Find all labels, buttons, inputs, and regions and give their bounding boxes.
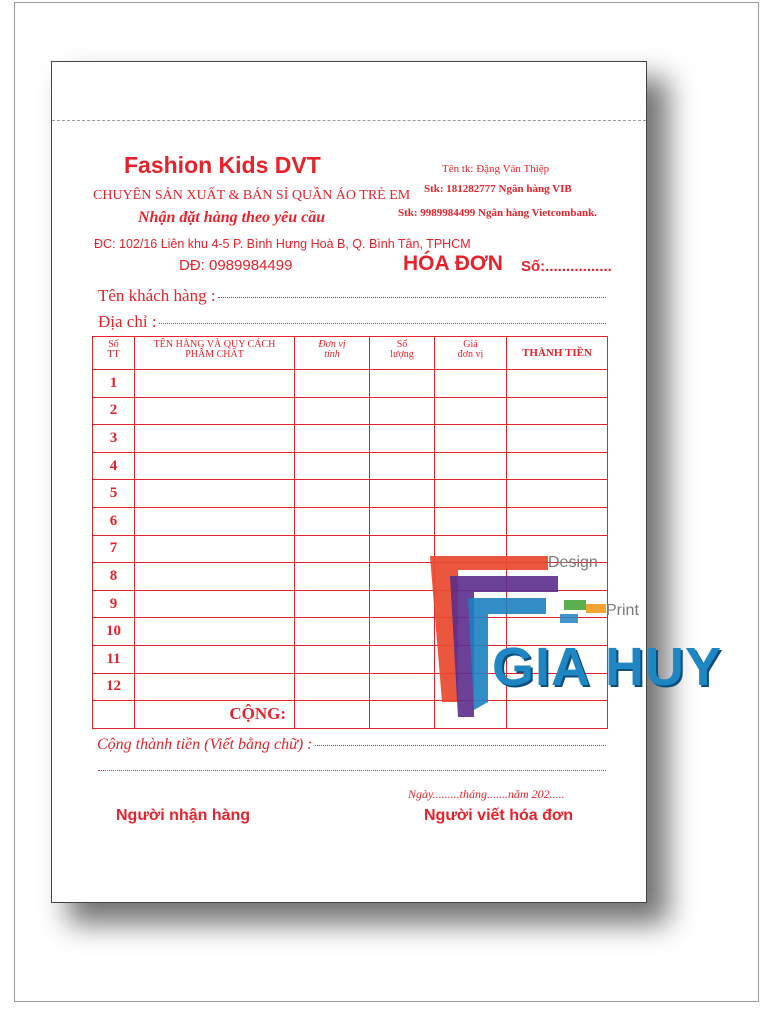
account-name: Tên tk: Đặng Văn Thiệp: [442, 163, 550, 175]
table-cell: [370, 507, 435, 535]
table-row: [93, 370, 608, 398]
table-cell: [295, 480, 370, 508]
row-number: 7: [93, 535, 135, 563]
col-header-unit-price: Giá đơn vị: [435, 337, 507, 370]
table-cell: [135, 425, 295, 453]
table-cell: [370, 452, 435, 480]
col-header-quantity: Số lượng: [370, 337, 435, 370]
table-cell: [295, 590, 370, 618]
table-cell: [295, 397, 370, 425]
table-cell: [135, 397, 295, 425]
row-number: 12: [93, 673, 135, 701]
table-cell: [435, 397, 507, 425]
invoice-number: Số:................: [521, 258, 612, 275]
table-cell: [135, 645, 295, 673]
brand-name: Fashion Kids DVT: [124, 152, 321, 178]
col-header-unit: Đơn vị tính: [295, 337, 370, 370]
table-cell: [135, 535, 295, 563]
row-number: 11: [93, 645, 135, 673]
table-cell: [295, 425, 370, 453]
table-cell: [295, 618, 370, 646]
tagline: CHUYÊN SẢN XUẤT & BÁN SỈ QUẦN ÁO TRẺ EM: [93, 188, 411, 203]
watermark-print: Print: [606, 602, 639, 619]
row-number: 2: [93, 397, 135, 425]
row-number: 8: [93, 563, 135, 591]
table-cell: [135, 673, 295, 701]
table-cell: [435, 425, 507, 453]
row-number: 4: [93, 452, 135, 480]
perforation-line: [52, 120, 646, 121]
shop-phone: DĐ: 0989984499: [179, 257, 293, 274]
table-cell: [135, 370, 295, 398]
customer-address-label: Địa chỉ :: [98, 312, 157, 331]
row-number: 9: [93, 590, 135, 618]
customer-name-field: [98, 286, 606, 306]
table-cell: [435, 480, 507, 508]
table-cell: [370, 425, 435, 453]
table-row: [93, 452, 608, 480]
row-number: 1: [93, 370, 135, 398]
table-cell: [507, 425, 608, 453]
customer-name-label: Tên khách hàng :: [98, 286, 216, 305]
col-header-total: THÀNH TIỀN: [507, 337, 608, 370]
table-row: [93, 480, 608, 508]
table-cell: [370, 397, 435, 425]
watermark-design: Design: [548, 554, 598, 571]
table-cell: [435, 452, 507, 480]
table-cell: [295, 563, 370, 591]
shop-address: ĐC: 102/16 Liên khu 4-5 P. Bình Hưng Hoà B, Q. Bình Tân, TPHCM: [94, 237, 471, 251]
table-header-row: [93, 337, 608, 370]
table-cell: [295, 452, 370, 480]
table-row: [93, 397, 608, 425]
table-cell: [295, 535, 370, 563]
sum-label: CỘNG:: [135, 701, 295, 729]
bank-account-vietcombank: Stk: 9989984499 Ngân hàng Vietcombank.: [398, 207, 597, 219]
watermark-name: GIA HUY: [492, 637, 723, 697]
col-header-stt: Số TT: [93, 337, 135, 370]
row-number: 5: [93, 480, 135, 508]
table-cell: [507, 507, 608, 535]
table-cell: [295, 370, 370, 398]
table-cell: [370, 370, 435, 398]
table-cell: [370, 618, 435, 646]
table-cell: [435, 507, 507, 535]
table-cell: [135, 563, 295, 591]
table-row: [93, 507, 608, 535]
table-cell: [507, 397, 608, 425]
table-cell: [370, 480, 435, 508]
invoice-title: HÓA ĐƠN: [403, 252, 503, 275]
table-cell: [135, 452, 295, 480]
table-cell: [135, 618, 295, 646]
table-cell: [507, 452, 608, 480]
table-cell: [135, 480, 295, 508]
customer-address-blank: [159, 322, 606, 324]
row-number: 10: [93, 618, 135, 646]
customer-address-field: [98, 312, 606, 332]
table-cell: [295, 507, 370, 535]
table-cell: [295, 645, 370, 673]
table-cell: [370, 590, 435, 618]
table-cell: [507, 370, 608, 398]
table-cell: [370, 563, 435, 591]
table-cell: [295, 673, 370, 701]
amount-in-words-field: [97, 736, 606, 754]
table-cell: [370, 535, 435, 563]
customer-name-blank: [218, 296, 606, 298]
date-line: Ngày.........tháng.......năm 202.....: [408, 787, 565, 801]
slogan: Nhận đặt hàng theo yêu cầu: [138, 209, 326, 226]
table-cell: [507, 480, 608, 508]
table-cell: [435, 370, 507, 398]
col-header-item-name: TÊN HÀNG VÀ QUY CÁCH PHẨM CHẤT: [135, 337, 295, 370]
table-cell: [135, 507, 295, 535]
table-cell: [370, 673, 435, 701]
table-cell: [135, 590, 295, 618]
row-number: 3: [93, 425, 135, 453]
bank-account-vib: Stk: 181282777 Ngân hàng VIB: [424, 183, 572, 195]
issuer-signature-label: Người viết hóa đơn: [424, 807, 574, 824]
row-number: 6: [93, 507, 135, 535]
amount-in-words-blank: [315, 744, 607, 746]
table-row: [93, 425, 608, 453]
amount-in-words-label: Cộng thành tiền (Viết bằng chữ) :: [97, 736, 313, 753]
amount-in-words-blank-2: [98, 770, 606, 771]
receiver-signature-label: Người nhận hàng: [116, 807, 251, 824]
invoice-sheet: [51, 61, 647, 903]
table-cell: [370, 645, 435, 673]
